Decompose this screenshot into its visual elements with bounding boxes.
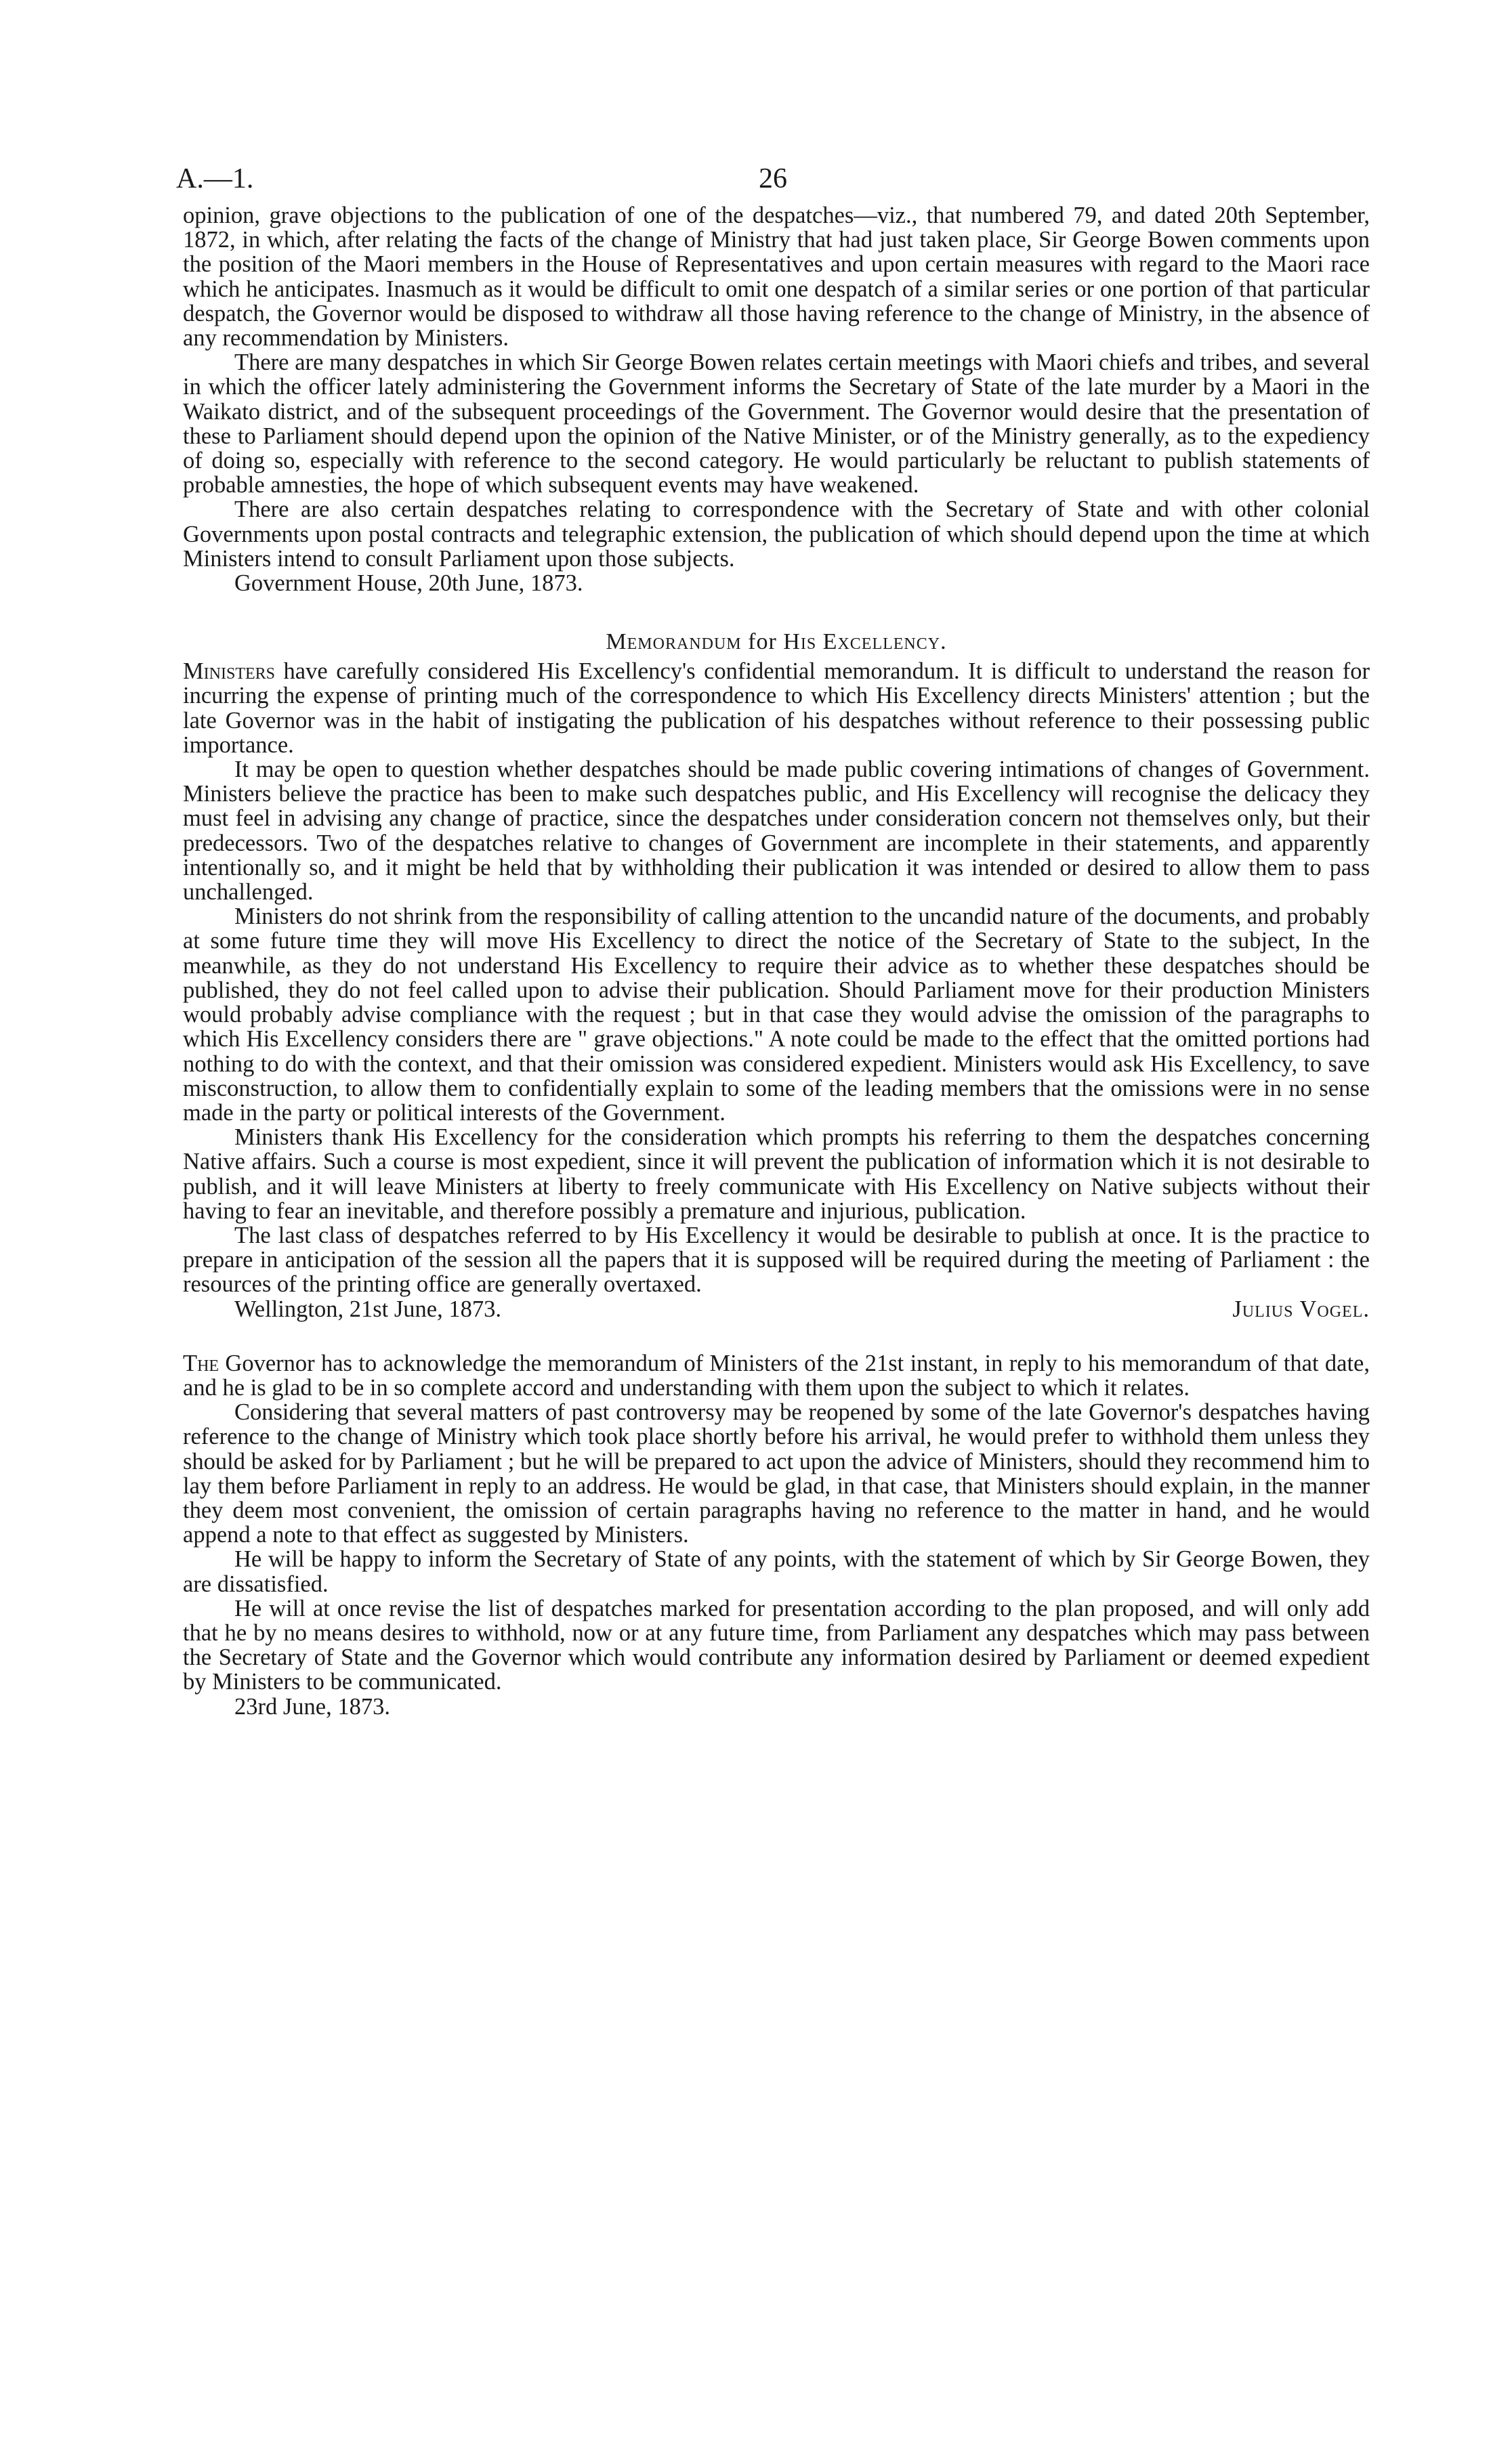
paragraph: [183, 1351, 1370, 1400]
paragraph: Ministers thank His Excellency for the consideration which prompts his referring to them the despatches concerning Native affairs. Such a course is most expedient, since it will prevent the publication of information which it is not desirable to publish, and it will leave Ministers at liberty to freely communicate with His Excellency on Native subjects without their having to fear an inevitable, and therefore possibly a premature and injurious, publication.: [183, 1124, 1370, 1224]
governor-memorandum-continuation: [183, 203, 1370, 595]
paragraph: [183, 659, 1370, 757]
lead-word: The: [183, 1350, 219, 1376]
page-number: 26: [759, 163, 787, 194]
document-page: [176, 163, 1370, 1720]
memorandum-title-middle: for: [741, 629, 784, 655]
paragraph: He will be happy to inform the Secretary of State of any points, with the statement of which by Sir George Bowen, they are dissatisfied.: [183, 1546, 1370, 1597]
page-header: [176, 163, 1370, 203]
paragraph: There are also certain despatches relating to correspondence with the Secretary of State and with other colonial Governments upon postal contracts and telegraphic extension, the publication of which should depend upon the time at which Ministers intend to consult Parliament upon those subjects.: [183, 496, 1370, 572]
memorandum-title-prefix: Memorandum: [606, 629, 742, 655]
paragraph: opinion, grave objections to the publication of one of the despatches—viz., that numbered 79, and dated 20th September, 1872, in which, after relating the facts of the change of Ministry that had just taken place, Sir George Bowen comments upon the position of the Maori members in the House of Representatives and upon certain measures with regard to the Maori race which he anticipates. Inasmuch as it would be difficult to omit one despatch of a similar series or one portion of that particular despatch, the Governor would be disposed to withdraw all those having reference to the change of Ministry, in the absence of any recommendation by Ministers.: [183, 203, 1370, 352]
paragraph: He will at once revise the list of despatches marked for presentation according to the plan proposed, and will only add that he by no means desires to withhold, now or at any future time, from Parliament any despatches which may pass between the Secretary of State and the Governor which would contribute any information desired by Parliament or deemed expedient by Ministers to be communicated.: [183, 1595, 1370, 1695]
signature-row: [183, 1297, 1370, 1321]
reply-date: 23rd June, 1873.: [234, 1693, 390, 1720]
place-date: Wellington, 21st June, 1873.: [234, 1296, 501, 1322]
document-reference: A.—1.: [176, 163, 254, 194]
memorandum-title-suffix: His Excellency.: [783, 629, 947, 655]
paragraph: It may be open to question whether despatches should be made public covering intimations of changes of Government. Ministers believe the practice has been to make such despatches public, and His Excellency will recognise the delicacy they must feel in advising any change of practice, since the despatches under consideration concern not themselves only, but their predecessors. Two of the despatches relative to changes of Government are incomplete in their statements, and apparently intentionally so, and it might be held that by withholding their publication it was intended or desired to allow them to pass unchallenged.: [183, 757, 1370, 906]
ministers-memorandum: [183, 659, 1370, 1321]
signatory: Julius Vogel.: [1232, 1296, 1370, 1322]
paragraph-text: have carefully considered His Excellency's confidential memorandum. It is difficult to understand the reason for incurring the expense of printing much of the correspondence to which His Excellency directs Ministers' attention ; but the late Governor was in the habit of instigating the publication of his despatches without reference to their possessing public importance.: [183, 658, 1370, 758]
memorandum-title: [183, 629, 1370, 655]
paragraph: Ministers do not shrink from the responsibility of calling attention to the uncandid nature of the documents, and probably at some future time they will move His Excellency to direct the notice of the Secretary of State to the subject, In the meanwhile, as they do not understand His Excellency to require their advice as to whether these despatches should be published, they do not feel called upon to advise their publication. Should Parliament move for their production Ministers would probably advise compliance with the request ; but in that case they would advise the omission of the paragraphs to which His Excellency considers there are " grave objections." A note could be made to the effect that the omitted portions had nothing to do with the context, and that their omission was considered expedient. Ministers would ask His Excellency, to save misconstruction, to allow them to confidentially explain to some of the leading members that the omissions were in no sense made in the party or political interests of the Government.: [183, 904, 1370, 1126]
paragraph-text: Governor has to acknowledge the memorandum of Ministers of the 21st instant, in reply to his memorandum of that date, and he is glad to be in so complete accord and understanding with them upon the subject to which it relates.: [183, 1350, 1370, 1401]
paragraph: The last class of despatches referred to by His Excellency it would be desirable to publish at once. It is the practice to prepare in anticipation of the session all the papers that it is supposed will be required during the meeting of Parliament : the resources of the printing office are generally overtaxed.: [183, 1222, 1370, 1298]
section-gap: [183, 1321, 1370, 1351]
paragraph: Considering that several matters of past controversy may be reopened by some of the late Governor's despatches having reference to the change of Ministry which took place shortly before his arrival, he would prefer to withhold them unless they should be asked for by Parliament ; but he will be prepared to act upon the advice of Ministers, should they recommend him to lay them before Parliament in reply to an address. He would be glad, in that case, that Ministers should explain, in the manner they deem most convenient, the omission of certain paragraphs having no reference to the matter in hand, and he would append a note to that effect as suggested by Ministers.: [183, 1399, 1370, 1548]
paragraph: There are many despatches in which Sir George Bowen relates certain meetings with Maori chiefs and tribes, and several in which the officer lately administering the Government informs the Secretary of State of the late murder by a Maori in the Waikato district, and of the subsequent proceedings of the Government. The Governor would desire that the presentation of these to Parliament should depend upon the opinion of the Native Minister, or of the Ministry generally, as to the expediency of doing so, especially with reference to the second category. He would particularly be reluctant to publish statements of probable amnesties, the hope of which subsequent events may have weakened.: [183, 349, 1370, 498]
governor-reply: [183, 1351, 1370, 1719]
lead-word: Ministers: [183, 658, 276, 685]
signoff-line: Government House, 20th June, 1873.: [234, 570, 583, 597]
